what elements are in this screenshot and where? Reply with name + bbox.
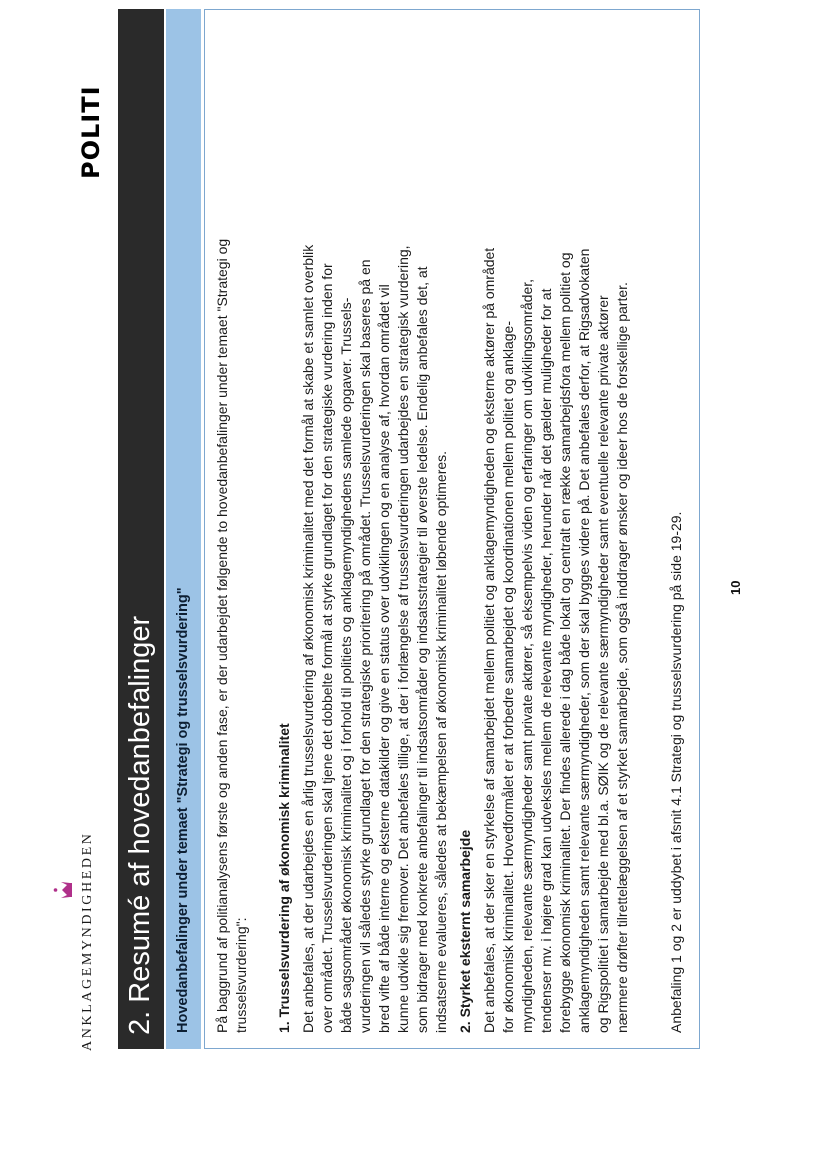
recommendation-heading: 2. Styrket eksternt samarbejde	[457, 829, 473, 1033]
paragraph-line: Det anbefales, at der sker en styrkelse af samarbejdet mellem politiet og anklagemyndigheden og eksterne aktører på området	[481, 247, 497, 1033]
paragraph-line: og Rigspolitiet i samarbejde med bl.a. SØIK og de relevante særmyndigheder samt eventuelle relevante private aktører	[595, 295, 611, 1033]
agency-name: ANKLAGEMYNDIGHEDEN	[80, 831, 95, 1051]
subtitle-bar	[166, 9, 201, 1049]
police-logo: POLITI	[77, 85, 105, 179]
section-title: 2. Resumé af hovedanbefalinger	[124, 615, 156, 1035]
recommendation-1	[275, 13, 451, 1033]
crown-logo-icon	[53, 879, 73, 901]
intro-line: På baggrund af politianalysens første og anden fase, er der udarbejdet følgende to hovedanbefalinger under temaet "Strategi og	[214, 238, 230, 1033]
paragraph-line: myndigheden, relevante særmyndigheder samt private aktører, så eksempelvis viden og erfaringer om udviklingsområder,	[519, 278, 535, 1033]
recommendation-heading: 1. Trusselsvurdering af økonomisk kriminalitet	[276, 723, 292, 1033]
intro-line: trusselsvurdering":	[233, 917, 249, 1033]
paragraph-line: bred vifte af både interne og eksterne datakilder og give en status over udviklingen og en analyse af, hvordan området vil	[376, 284, 392, 1033]
page-number: 10	[728, 580, 743, 595]
section-title-bar	[118, 9, 164, 1049]
paragraph-line: for økonomisk kriminalitet. Hovedformålet er at forbedre samarbejdet og koordinationen mellem politiet og anklage-	[500, 320, 516, 1033]
paragraph-line: over området. Trusselsvurderingen skal tjene det dobbelte formål at styrke grundlaget for den strategiske vurdering inden for	[319, 263, 335, 1033]
paragraph-line: anklagemyndigheden samt relevante særmyndigheder, som der skal bygges videre på. Det anbefales derfor, at Rigsadvokaten	[576, 248, 592, 1033]
paragraph-line: vurderingen vil således styrke grundlaget for den strategiske prioritering på området. Trusselsvurderingen skal baseres på en	[357, 259, 373, 1033]
footnote	[667, 13, 686, 1033]
paragraph-line: forebygge økonomisk kriminalitet. Der findes allerede i dag både lokalt og centralt en række samarbejdsfora mellem politiet og	[557, 252, 573, 1033]
paragraph-line: nærmere drøfter tilrettelæggelsen af et styrket samarbejde, som også inddrager ønsker og ideer hos de forskellige parter.	[614, 282, 630, 1033]
paragraph-line: kunne udvikle sig fremover. Det anbefales tillige, at der i forlængelse af trusselsvurderingen udarbejdes en strategisk vurdering,	[395, 245, 411, 1033]
paragraph-line: som bidrager med konkrete anbefalinger til indsatsområder og indsatsstrategier til øverste ledelse. Endelig anbefales det, at	[414, 266, 430, 1033]
intro-paragraph	[213, 13, 251, 1033]
recommendation-2	[456, 13, 632, 1033]
footnote-text: Anbefaling 1 og 2 er uddybet i afsnit 4.1 Strategi og trusselsvurdering på side 19-29.	[668, 511, 684, 1033]
paragraph-line: indsatserne evalueres, således at bekæmpelsen af økonomisk kriminalitet løbende optimeres.	[433, 450, 449, 1033]
section-subtitle: Hovedanbefalinger under temaet "Strategi og trusselsvurdering"	[175, 587, 191, 1033]
paragraph-line: Det anbefales, at der udarbejdes en årlig trusselsvurdering af økonomisk kriminalitet med det formål at skabe et samlet overblik	[300, 244, 316, 1033]
paragraph-line: både sagsområdet økonomisk kriminalitet og i forhold til politiets og anklagemyndighedens samlede opgaver. Trussels-	[338, 297, 354, 1033]
paragraph-line: tendenser mv. i højere grad kan udveksles mellem de relevante myndigheder, herunder når det gælder muligheder for at	[538, 288, 554, 1033]
